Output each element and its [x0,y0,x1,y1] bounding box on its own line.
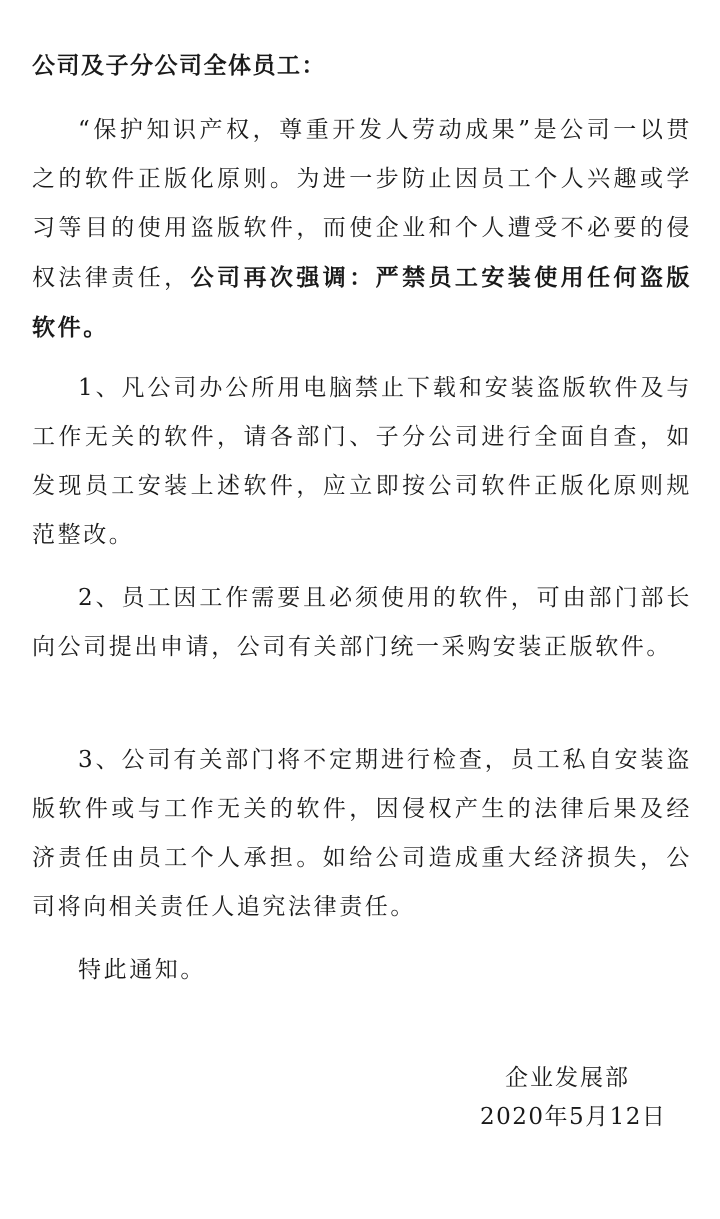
intro-emphasis: 公司再次强调：严禁员工安装使用任何盗版软件。 [32,264,692,341]
item-1-paragraph: 1、凡公司办公所用电脑禁止下载和安装盗版软件及与工作无关的软件，请各部门、子分公司进行全面自查，如发现员工安装上述软件，应立即按公司软件正版化原则规范整改。 [32,375,692,548]
item-3-paragraph: 3、公司有关部门将不定期进行检查，员工私自安装盗版软件或与工作无关的软件，因侵权产生的法律后果及经济责任由员工个人承担。如给公司造成重大经济损失，公司将向相关责任人追究法律责任。 [32,747,692,920]
signature-department: 企业发展部 [505,1065,630,1091]
salutation: 公司及子分公司全体员工： [32,52,326,79]
closing-paragraph: 特此通知。 [78,957,206,983]
intro-text: “保护知识产权，尊重开发人劳动成果”是公司一以贯之的软件正版化原则。为进一步防止因员工个人兴趣或学习等目的使用盗版软件，而使企业和个人遭受不必要的侵权法律责任， [32,117,692,291]
item-2-paragraph: 2、员工因工作需要且必须使用的软件，可由部门部长向公司提出申请，公司有关部门统一采购安装正版软件。 [32,585,692,660]
signature-date: 2020年5月12日 [480,1104,667,1130]
intro-paragraph [32,106,692,353]
